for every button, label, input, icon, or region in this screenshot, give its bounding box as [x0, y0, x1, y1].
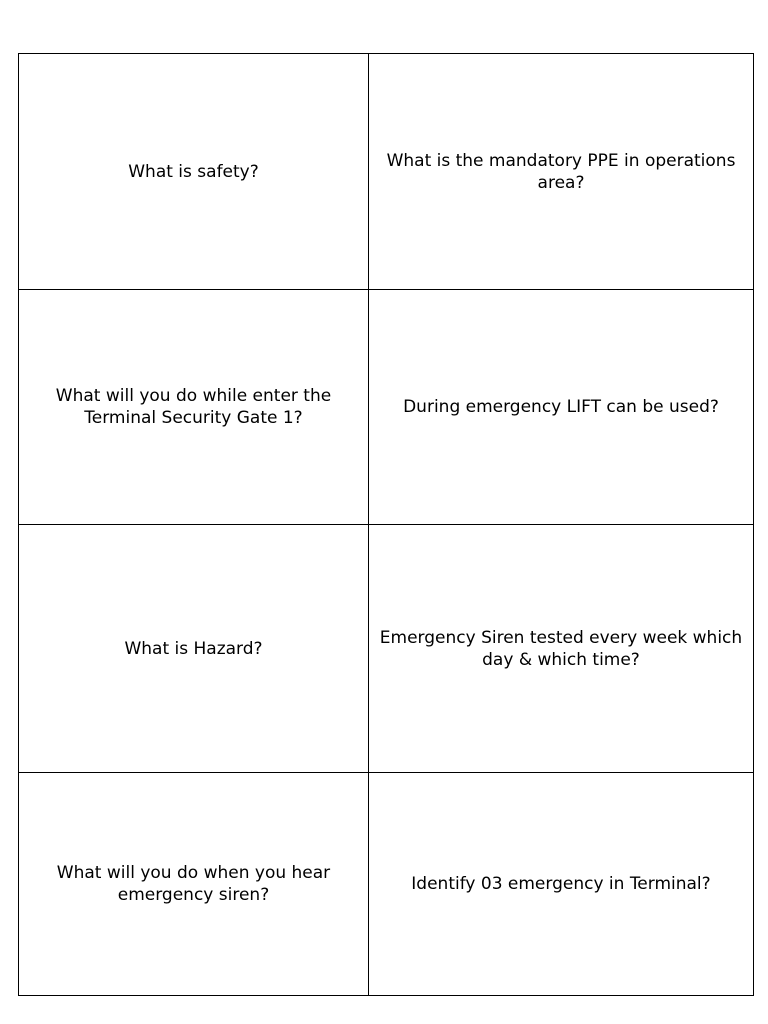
question-card: [19, 54, 369, 290]
question-text: What is safety?: [128, 161, 259, 182]
question-card: [369, 525, 754, 773]
card-row: [19, 525, 754, 773]
question-text: What is the mandatory PPE in operations area?: [386, 150, 736, 193]
question-card: [19, 525, 369, 773]
question-card: [369, 773, 754, 996]
question-text: What will you do when you hear emergency siren?: [56, 863, 331, 905]
question-card: [19, 773, 369, 996]
question-text: What will you do while enter the Terminal Security Gate 1?: [55, 386, 332, 428]
question-text: During emergency LIFT can be used?: [403, 397, 719, 417]
question-card-grid: [18, 53, 754, 996]
question-text: Emergency Siren tested every week which day & which time?: [379, 627, 743, 670]
question-card: [369, 54, 754, 290]
card-row: [19, 290, 754, 525]
question-card: [19, 290, 369, 525]
card-row: [19, 773, 754, 996]
card-row: [19, 54, 754, 290]
question-card: [369, 290, 754, 525]
question-text: Identify 03 emergency in Terminal?: [411, 874, 711, 894]
question-text: What is Hazard?: [124, 638, 263, 659]
